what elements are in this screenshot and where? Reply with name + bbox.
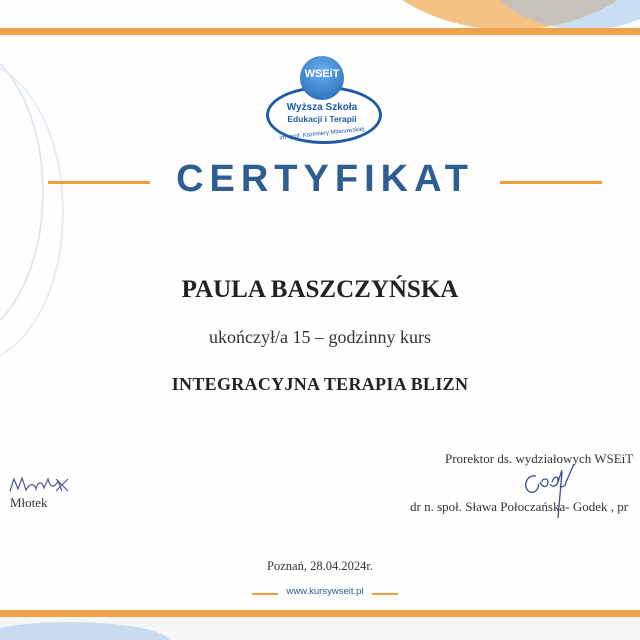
logo-line-2: Edukacji i Terapii xyxy=(287,114,357,124)
certificate-title: CERTYFIKAT xyxy=(176,158,474,200)
website-divider-right xyxy=(372,593,398,595)
top-stripe xyxy=(0,28,640,35)
left-signatory-name: Młotek xyxy=(10,495,48,510)
school-logo xyxy=(262,52,382,152)
website-divider-left xyxy=(252,593,278,595)
recipient-name: PAULA BASZCZYŃSKA xyxy=(181,276,459,303)
logo-brand: WSEiT xyxy=(304,68,340,80)
place-and-date: Poznań, 28.04.2024r. xyxy=(267,559,373,573)
logo-line-3: im. prof. Kazimiery Milanowskiej xyxy=(279,126,365,142)
right-signatory-role: Prorektor ds. wydziałowych WSEiT xyxy=(445,451,634,466)
completion-text: ukończył/a 15 – godzinny kurs xyxy=(209,327,431,347)
title-divider-right xyxy=(500,181,602,184)
title-divider-left xyxy=(48,181,150,184)
bottom-stripe xyxy=(0,610,640,617)
right-signatory-name: dr n. społ. Sława Połoczańska- Godek , pr xyxy=(410,499,629,514)
website-link[interactable]: www.kursywseit.pl xyxy=(286,586,364,597)
course-name: INTEGRACYJNA TERAPIA BLIZN xyxy=(171,374,469,394)
left-signature xyxy=(6,473,76,497)
decorative-wave xyxy=(0,60,64,364)
logo-line-1: Wyższa Szkoła xyxy=(286,102,358,113)
